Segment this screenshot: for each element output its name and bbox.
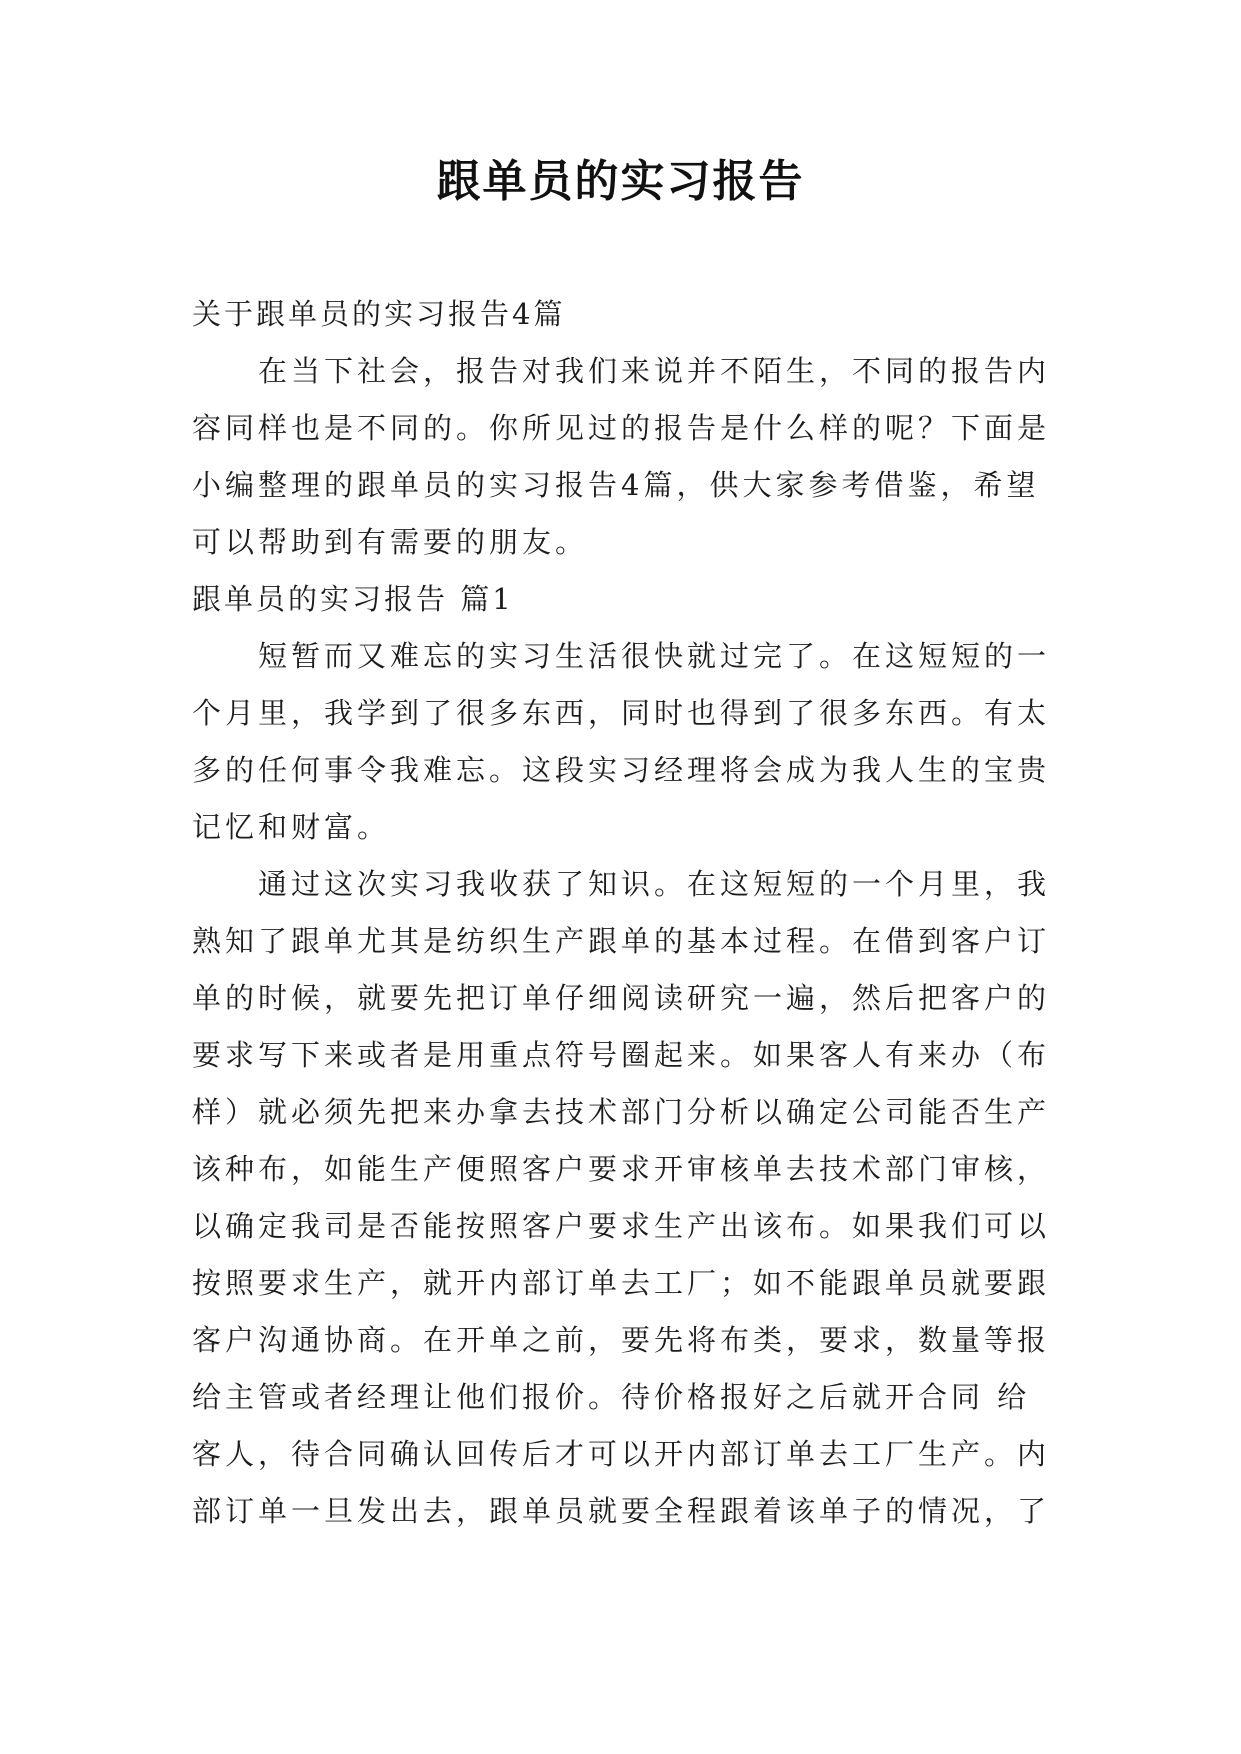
intro-paragraph [192,343,1052,571]
paragraph-line: 客户沟通协商。在开单之前，要先将布类，要求，数量等报 [192,1323,1051,1357]
paragraph-line: 通过这次实习我收获了知识。在这短短的一个月里，我 [258,867,1051,901]
section-heading: 跟单员的实习报告 篇1 [192,582,514,616]
paragraph-line: 要求写下来或者是用重点符号圈起来。如果客人有来办（布 [192,1038,1051,1072]
paragraph-line: 多的任何事令我难忘。这段实习经理将会成为我人生的宝贵 [192,753,1051,787]
paragraph-line: 客人，待合同确认回传后才可以开内部订单去工厂生产。内 [192,1437,1051,1471]
paragraph-line: 熟知了跟单尤其是纺织生产跟单的基本过程。在借到客户订 [192,924,1051,958]
paragraph-line: 在当下社会，报告对我们来说并不陌生，不同的报告内 [258,354,1051,388]
document-subtitle: 关于跟单员的实习报告4篇 [192,297,566,331]
paragraph-line: 小编整理的跟单员的实习报告4篇，供大家参考借鉴，希望 [192,468,1040,502]
paragraph-line: 给主管或者经理让他们报价。待价格报好之后就开合同 给 [192,1380,1031,1414]
paragraph-line: 按照要求生产，就开内部订单去工厂；如不能跟单员就要跟 [192,1266,1051,1300]
paragraph-line: 部订单一旦发出去，跟单员就要全程跟着该单子的情况，了 [192,1494,1051,1528]
paragraph-line: 短暂而又难忘的实习生活很快就过完了。在这短短的一 [258,639,1051,673]
paragraph-line: 以确定我司是否能按照客户要求生产出该布。如果我们可以 [192,1209,1051,1243]
document-title: 跟单员的实习报告 [436,156,805,207]
document-body [192,286,1052,1540]
paragraph-line: 容同样也是不同的。你所见过的报告是什么样的呢？下面是 [192,411,1051,445]
paragraph-1 [192,628,1052,856]
paragraph-line: 单的时候，就要先把订单仔细阅读研究一遍，然后把客户的 [192,981,1051,1015]
paragraph-line: 记忆和财富。 [192,810,391,844]
paragraph-line: 可以帮助到有需要的朋友。 [192,525,589,559]
paragraph-line: 该种布，如能生产便照客户要求开审核单去技术部门审核， [192,1152,1051,1186]
paragraph-2 [192,856,1052,1540]
paragraph-line: 个月里，我学到了很多东西，同时也得到了很多东西。有太 [192,696,1051,730]
paragraph-line: 样）就必须先把来办拿去技术部门分析以确定公司能否生产 [192,1095,1051,1129]
